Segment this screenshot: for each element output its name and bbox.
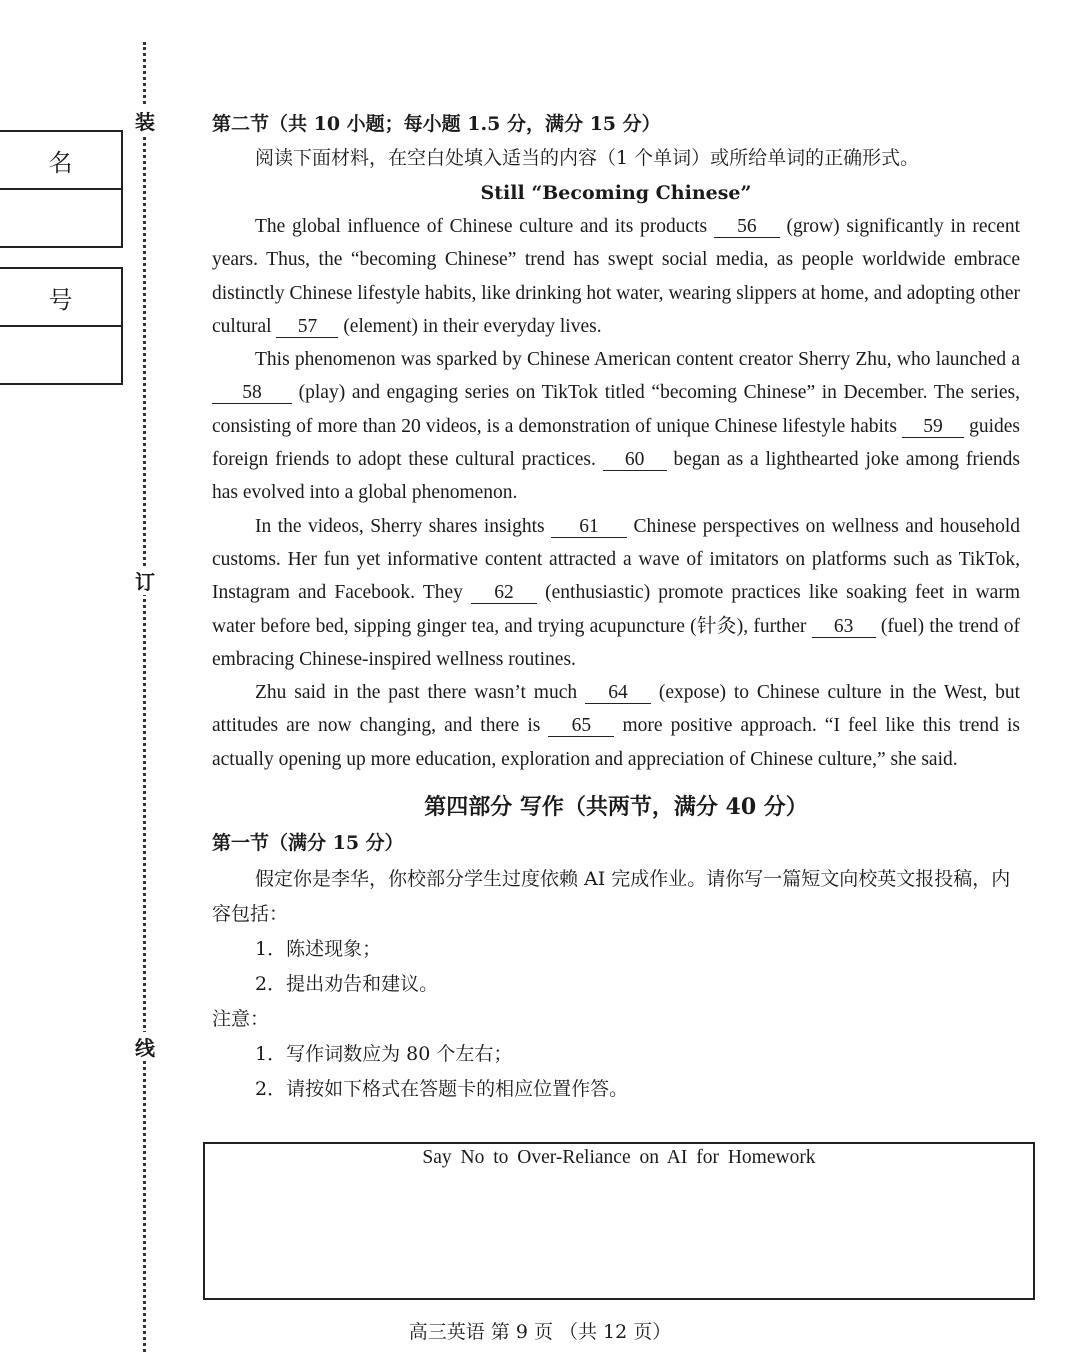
p1-text-1: The global influence of Chinese culture and its products [255, 216, 714, 237]
blank-60[interactable]: 60 [603, 450, 667, 471]
blank-63[interactable]: 63 [812, 617, 876, 638]
blank-59[interactable]: 59 [902, 417, 964, 438]
p3-text-1: In the videos, Sherry shares insights [255, 515, 552, 537]
name-field[interactable] [0, 190, 121, 246]
number-box [0, 267, 123, 385]
paragraph-4 [212, 676, 1020, 776]
p3-text-4: (fuel) the trend of embracing Chinese-inspired wellness routines. [212, 615, 1021, 670]
p2-text-4: began as a lighthearted joke among friends has evolved into a global phenomenon. [212, 449, 1020, 504]
note-item-1: 1．写作词数应为 80 个左右； [255, 1043, 513, 1066]
blank-58[interactable]: 58 [212, 383, 292, 404]
p4-text-3: more positive approach. “I feel like this trend is actually opening up more education, exploration and appreciation of Chinese culture,” she said. [212, 715, 1020, 770]
blank-62[interactable]: 62 [471, 583, 537, 604]
passage-title: Still “Becoming Chinese” [480, 182, 752, 204]
prompt-item-1: 1．陈述现象； [255, 938, 382, 961]
blank-61[interactable]: 61 [551, 517, 627, 538]
p4-text-1: Zhu said in the past there wasn’t much [255, 682, 585, 704]
number-label: 号 [0, 269, 121, 327]
paragraph-3 [212, 510, 1020, 676]
paragraph-1 [212, 210, 1020, 343]
prompt-item-2: 2．提出劝告和建议。 [255, 973, 439, 996]
page-footer: 高三英语 第 9 页 （共 12 页） [408, 1321, 672, 1343]
writing-prompt: 假定你是李华，你校部分学生过度依赖 AI 完成作业。请你写一篇短文向校英文报投稿，内容包括： [212, 868, 1011, 926]
p2-text-1: This phenomenon was sparked by Chinese American content creator Sherry Zhu, who launched a [255, 349, 1020, 371]
section2-instruction: 阅读下面材料，在空白处填入适当的内容（1 个单词）或所给单词的正确形式。 [255, 147, 920, 169]
binding-char-xian: 线 [132, 1032, 158, 1061]
paragraph-2 [212, 343, 1020, 509]
answer-box[interactable] [203, 1142, 1035, 1300]
name-box [0, 130, 123, 248]
p3-text-2: Chinese perspectives on wellness and household customs. Her fun yet informative content attracted a wave of imitators on platforms such as TikTok, Instagram and Facebook. They [212, 515, 1020, 604]
p3-text-3: (enthusiastic) promote practices like soaking feet in warm water before bed, sipping ginger tea, and trying acupuncture (针灸), further [212, 582, 1020, 637]
name-label: 名 [0, 132, 121, 190]
p2-text-2: (play) and engaging series on TikTok titled “becoming Chinese” in December. The series, consisting of more than 20 videos, is a demonstration of unique Chinese lifestyle habits [212, 382, 1020, 437]
p4-text-2: (expose) to Chinese culture in the West, but attitudes are now changing, and there is [212, 682, 1021, 737]
binding-char-ding: 订 [132, 566, 158, 595]
number-field[interactable] [0, 327, 121, 383]
part4-title: 第四部分 写作（共两节，满分 40 分） [424, 794, 808, 821]
binding-dotted-line [143, 42, 146, 1352]
part4-section1-heading: 第一节（满分 15 分） [212, 832, 404, 855]
blank-64[interactable]: 64 [585, 683, 651, 704]
p2-text-3: guides foreign friends to adopt these cultural practices. [212, 415, 1020, 471]
p1-text-2: (grow) significantly in recent years. Thus, the “becoming Chinese” trend has swept social media, as people worldwide embrace distinctly Chinese lifestyle habits, like drinking hot water, wearing slippers at home, and adopting other cultural [212, 216, 1021, 337]
p1-text-3: (element) in their everyday lives. [338, 315, 602, 337]
section2-heading: 第二节（共 10 小题；每小题 1.5 分，满分 15 分） [212, 113, 661, 135]
binding-char-zhuang: 装 [132, 106, 158, 135]
blank-56[interactable]: 56 [714, 217, 780, 238]
blank-57[interactable]: 57 [276, 317, 338, 338]
page-content [212, 108, 1020, 1107]
note-item-2: 2．请按如下格式在答题卡的相应位置作答。 [255, 1078, 629, 1101]
note-label: 注意： [212, 1008, 270, 1031]
blank-65[interactable]: 65 [548, 716, 614, 737]
answer-title: Say No to Over-Reliance on AI for Homework [422, 1147, 816, 1168]
